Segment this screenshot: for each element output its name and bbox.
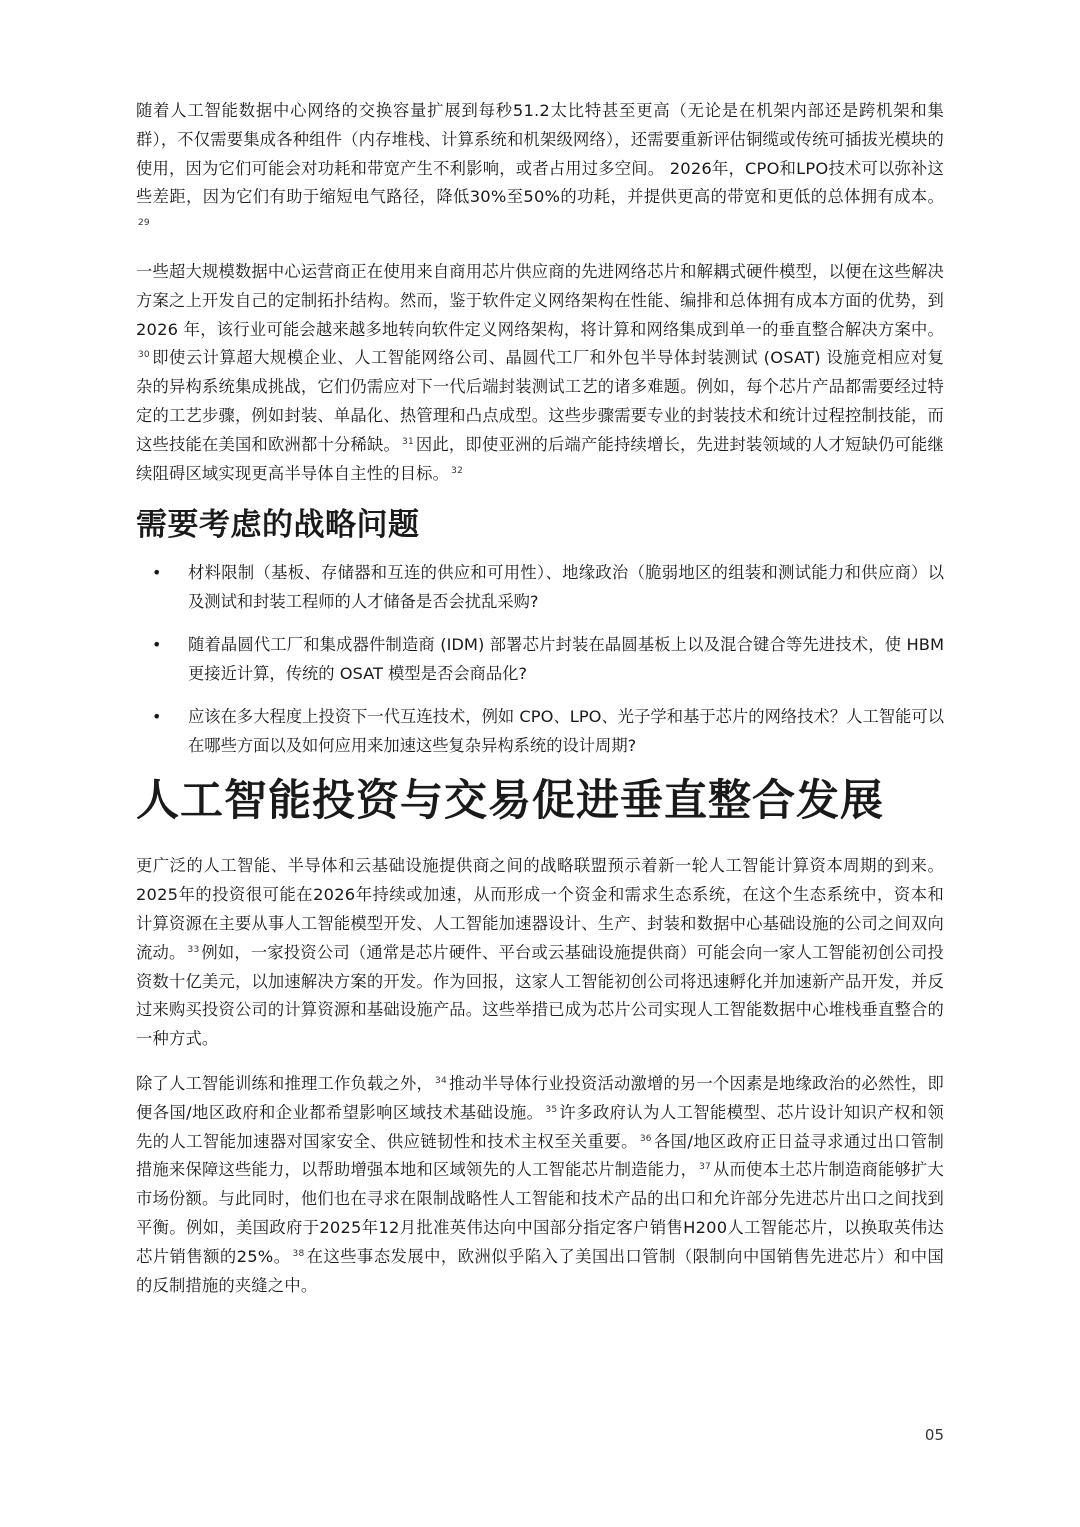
paragraph-text: 推动半导体行业投资活动激增的另一个因素是地缘政治的必然性，即便各国/地区政府和企业都希望影响区域技术基础设施。	[136, 1073, 944, 1122]
paragraph-text: 从而使本土芯片制造商能够扩大市场份额。与此同时，他们也在寻求在限制战略性人工智能和技术产品的出口和允许部分先进芯片出口之间找到平衡。例如，美国政府于2025年12月批准英伟达向中国部分指定客户销售H200人工智能芯片，以换取英伟达芯片销售额的25%。	[136, 1160, 944, 1266]
section-heading-ai-investment: 人工智能投资与交易促进垂直整合发展	[136, 776, 884, 827]
bullet-icon: •	[152, 563, 162, 583]
list-item	[136, 558, 944, 616]
paragraph-hyperscalers	[136, 258, 944, 488]
list-item-text: 应该在多大程度上投资下一代互连技术，例如 CPO、LPO、光子学和基于芯片的网络技术？人工智能可以在哪些方面以及如何应用来加速这些复杂异构系统的设计周期?	[188, 707, 944, 756]
paragraph-network-switching	[136, 97, 944, 241]
paragraph-text: 各国/地区政府正日益寻求通过出口管制措施来保障这些能力，以帮助增强本地和区域领先的人工智能芯片制造能力，	[136, 1131, 944, 1180]
paragraph-text: 即使云计算超大规模企业、人工智能网络公司、晶圆代工厂和外包半导体封装测试 (OSAT) 设施竞相应对复杂的异构系统集成挑战，它们仍需应对下一代后端封装测试工艺的诸多难题。例如，每个芯片产品都需要经过特定的工艺步骤，例如封装、单晶化、热管理和凸点成型。这些步骤需要专业的封装技术和统计过程控制技能，而这些技能在美国和欧洲都十分稀缺。	[136, 348, 944, 454]
list-item	[136, 702, 944, 760]
footnote-ref[interactable]: 35	[545, 1104, 558, 1115]
footnote-ref[interactable]: 29	[138, 218, 150, 229]
footnote-ref[interactable]: 31	[402, 436, 414, 447]
bullet-icon: •	[152, 635, 162, 655]
paragraph-text: 例如，一家投资公司（通常是芯片硬件、平台或云基础设施提供商）可能会向一家人工智能初创公司投资数十亿美元，以加速解决方案的开发。作为回报，这家人工智能初创公司将迅速孵化并加速新产品开发，并反过来购买投资公司的计算资源和基础设施产品。这些举措已成为芯片公司实现人工智能数据中心堆栈垂直整合的一种方式。	[136, 942, 944, 1049]
document-page	[136, 97, 944, 1300]
paragraph-geopolitics	[136, 1070, 944, 1300]
footnote-ref[interactable]: 36	[639, 1133, 652, 1144]
footnote-ref[interactable]: 38	[292, 1248, 305, 1259]
page-number: 05	[924, 1426, 944, 1444]
list-item-text: 随着晶圆代工厂和集成器件制造商 (IDM) 部署芯片封装在晶圆基板上以及混合键合等先进技术，使 HBM 更接近计算，传统的 OSAT 模型是否会商品化?	[188, 635, 944, 684]
paragraph-text: 因此，即使亚洲的后端产能持续增长，先进封装领域的人才短缺仍可能继续阻碍区域实现更高半导体自主性的目标。	[136, 434, 944, 483]
footnote-ref[interactable]: 37	[699, 1162, 711, 1173]
footnote-ref[interactable]: 34	[435, 1075, 447, 1086]
paragraph-text: 更广泛的人工智能、半导体和云基础设施提供商之间的战略联盟预示着新一轮人工智能计算资本周期的到来。2025年的投资很可能在2026年持续或加速，从而形成一个资金和需求生态系统，在这个生态系统中，资本和计算资源在主要从事人工智能模型开发、人工智能加速器设计、生产、封装和数据中心基础设施的公司之间双向流动。	[136, 856, 944, 962]
footnote-ref[interactable]: 32	[451, 465, 464, 476]
paragraph-text: 在这些事态发展中，欧洲似乎陷入了美国出口管制（限制向中国销售先进芯片）和中国的反制措施的夹缝之中。	[136, 1246, 944, 1295]
paragraph-text: 除了人工智能训练和推理工作负载之外，	[136, 1073, 434, 1093]
paragraph-text: 许多政府认为人工智能模型、芯片设计知识产权和领先的人工智能加速器对国家安全、供应链韧性和技术主权至关重要。	[136, 1102, 944, 1151]
section-heading-strategic-questions: 需要考虑的战略问题	[136, 507, 420, 544]
list-item-text: 材料限制（基板、存储器和互连的供应和可用性）、地缘政治（脆弱地区的组装和测试能力和供应商）以及测试和封装工程师的人才储备是否会扰乱采购?	[188, 563, 944, 612]
paragraph-text: 随着人工智能数据中心网络的交换容量扩展到每秒51.2太比特甚至更高（无论是在机架内部还是跨机架和集群），不仅需要集成各种组件（内存堆栈、计算系统和机架级网络），还需要重新评估铜缆或传统可插拔光模块的使用，因为它们可能会对功耗和带宽产生不利影响，或者占用过多空间。 2026年，CPO和LPO技术可以弥补这些差距，因为它们有助于缩短电气路径，降低30%至50%的功耗，并提供更高的带宽和更低的总体拥有成本。	[136, 101, 944, 207]
paragraph-strategic-alliances	[136, 852, 944, 1054]
footnote-ref[interactable]: 33	[187, 944, 200, 955]
paragraph-text: 一些超大规模数据中心运营商正在使用来自商用芯片供应商的先进网络芯片和解耦式硬件模型，以便在这些解决方案之上开发自己的定制拓扑结构。然而，鉴于软件定义网络架构在性能、编排和总体拥有成本方面的优势，到 2026 年，该行业可能会越来越多地转向软件定义网络架构，将计算和网络集成到单一的垂直整合解决方案中。	[136, 261, 944, 339]
list-item	[136, 630, 944, 688]
bullet-icon: •	[152, 707, 162, 727]
footnote-ref[interactable]: 30	[138, 350, 150, 361]
strategic-questions-list	[136, 558, 944, 760]
